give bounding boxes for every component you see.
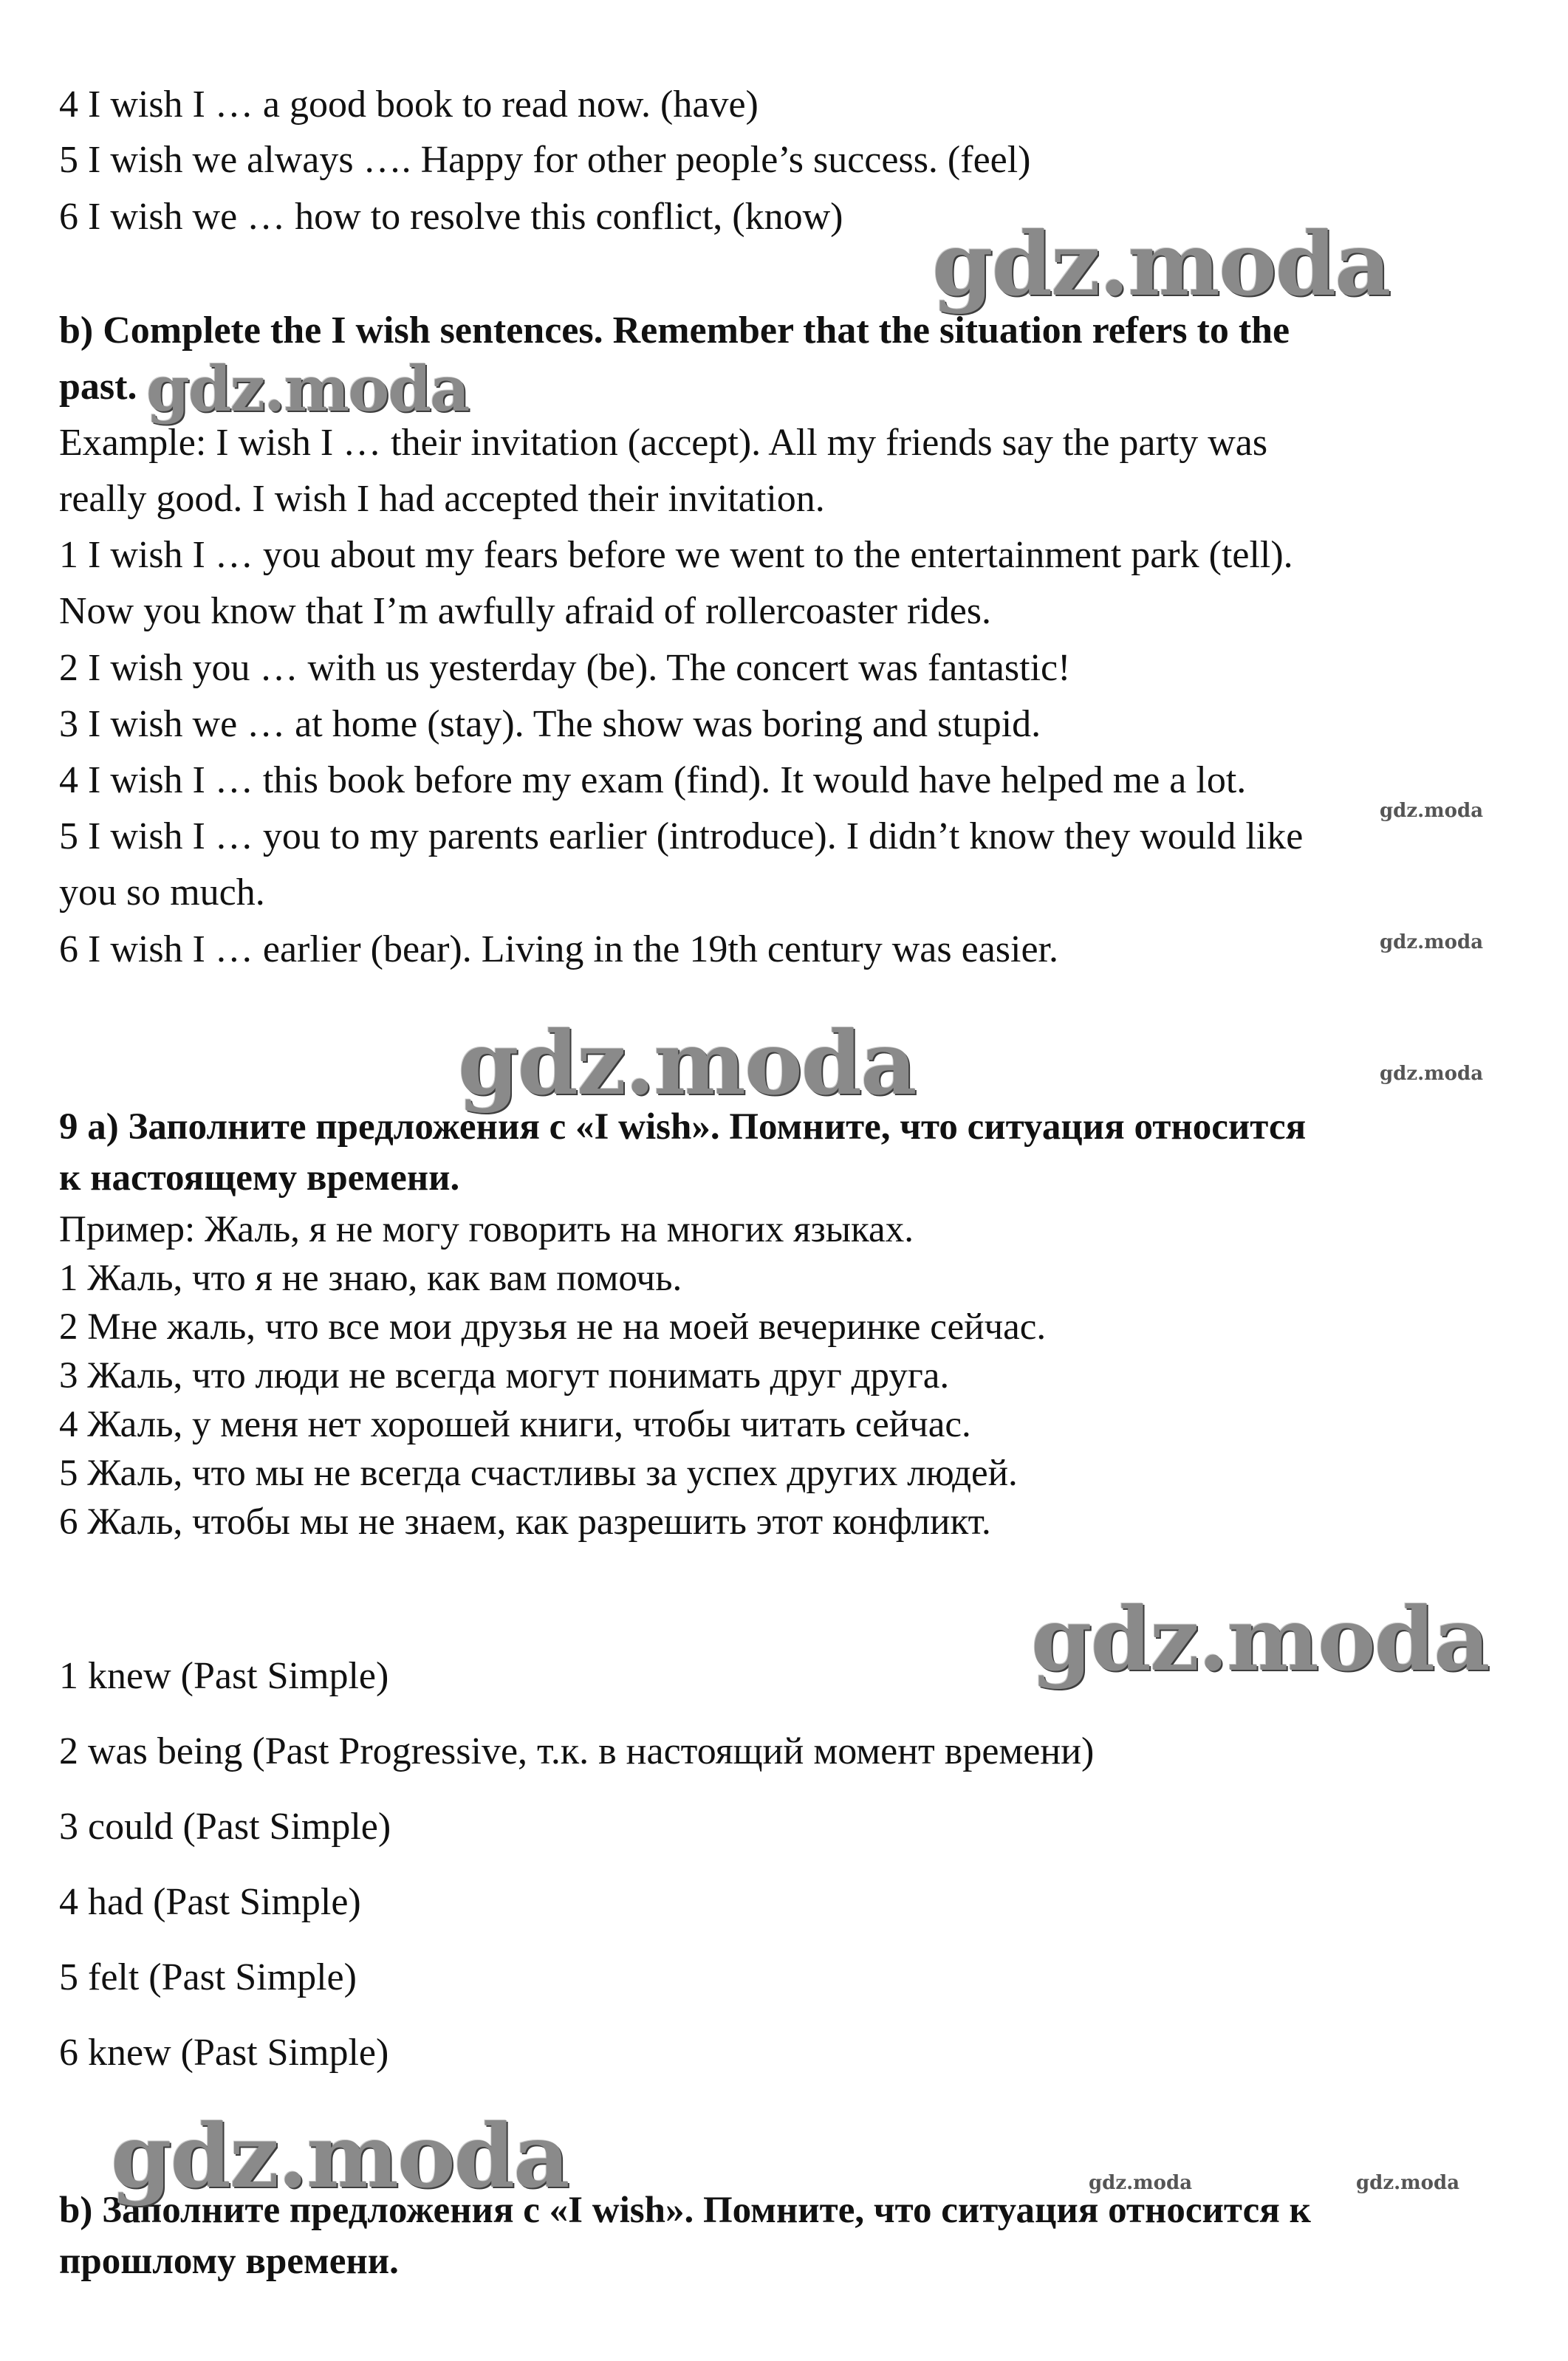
watermark: gdz.moda — [1380, 931, 1484, 953]
watermark: gdz.moda — [146, 352, 469, 425]
answer-1: 1 knew (Past Simple) — [59, 1655, 389, 1697]
watermark: gdz.moda — [1356, 2172, 1460, 2194]
item-1-tell: 1 I wish I … you about my fears before we went to the entertainment park (tell). — [59, 534, 1293, 576]
ru-example: Пример: Жаль, я не могу говорить на многих языках. — [59, 1209, 914, 1250]
section-b-ru-heading-cont: прошлому времени. — [59, 2241, 399, 2282]
ru-item-5: 5 Жаль, что мы не всегда счастливы за успех других людей. — [59, 1453, 1018, 1494]
ru-item-4: 4 Жаль, у меня нет хорошей книги, чтобы читать сейчас. — [59, 1404, 971, 1445]
ru-item-6: 6 Жаль, чтобы мы не знаем, как разрешить этот конфликт. — [59, 1501, 991, 1543]
watermark: gdz.moda — [111, 2105, 569, 2207]
sentence-5-feel: 5 I wish we always …. Happy for other people’s success. (feel) — [59, 139, 1031, 181]
watermark: gdz.moda — [1380, 1063, 1484, 1085]
section-b-heading-cont: past. — [59, 366, 137, 408]
item-6-bear: 6 I wish I … earlier (bear). Living in the 19th century was easier. — [59, 928, 1058, 970]
ru-item-2: 2 Мне жаль, что все мои друзья не на моей вечеринке сейчас. — [59, 1306, 1047, 1348]
section-9a-heading-cont: к настоящему времени. — [59, 1157, 460, 1199]
watermark: gdz.moda — [1089, 2172, 1193, 2194]
watermark: gdz.moda — [458, 1012, 916, 1114]
item-3-stay: 3 I wish we … at home (stay). The show was boring and stupid. — [59, 703, 1041, 745]
item-2-be: 2 I wish you … with us yesterday (be). The concert was fantastic! — [59, 647, 1071, 689]
answer-3: 3 could (Past Simple) — [59, 1806, 391, 1848]
item-1-tell-cont: Now you know that I’m awfully afraid of rollercoaster rides. — [59, 590, 992, 632]
sentence-6-know: 6 I wish we … how to resolve this conflict, (know) — [59, 196, 843, 238]
item-5-introduce-cont: you so much. — [59, 871, 265, 914]
example-line-1: Example: I wish I … their invitation (accept). All my friends say the party was — [59, 422, 1268, 464]
section-9a-heading: 9 а) Заполните предложения с «I wish». Помните, что ситуация относится — [59, 1106, 1307, 1148]
watermark: gdz.moda — [1380, 800, 1484, 822]
watermark: gdz.moda — [1031, 1588, 1489, 1690]
item-4-find: 4 I wish I … this book before my exam (find). It would have helped me a lot. — [59, 759, 1247, 801]
watermark: gdz.moda — [932, 213, 1390, 315]
answer-2: 2 was being (Past Progressive, т.к. в настоящий момент времени) — [59, 1730, 1095, 1772]
ru-item-3: 3 Жаль, что люди не всегда могут понимать друг друга. — [59, 1355, 950, 1397]
ru-item-1: 1 Жаль, что я не знаю, как вам помочь. — [59, 1258, 682, 1299]
answer-6: 6 knew (Past Simple) — [59, 2032, 389, 2074]
answer-5: 5 felt (Past Simple) — [59, 1956, 357, 1998]
answer-4: 4 had (Past Simple) — [59, 1881, 361, 1923]
sentence-4-have: 4 I wish I … a good book to read now. (have) — [59, 83, 759, 126]
section-b-ru-heading: b) Заполните предложения с «I wish». Помните, что ситуация относится к — [59, 2190, 1311, 2231]
item-5-introduce: 5 I wish I … you to my parents earlier (introduce). I didn’t know they would like — [59, 815, 1304, 857]
example-line-2: really good. I wish I had accepted their invitation. — [59, 478, 825, 520]
section-b-heading: b) Complete the I wish sentences. Remember that the situation refers to the — [59, 309, 1290, 352]
